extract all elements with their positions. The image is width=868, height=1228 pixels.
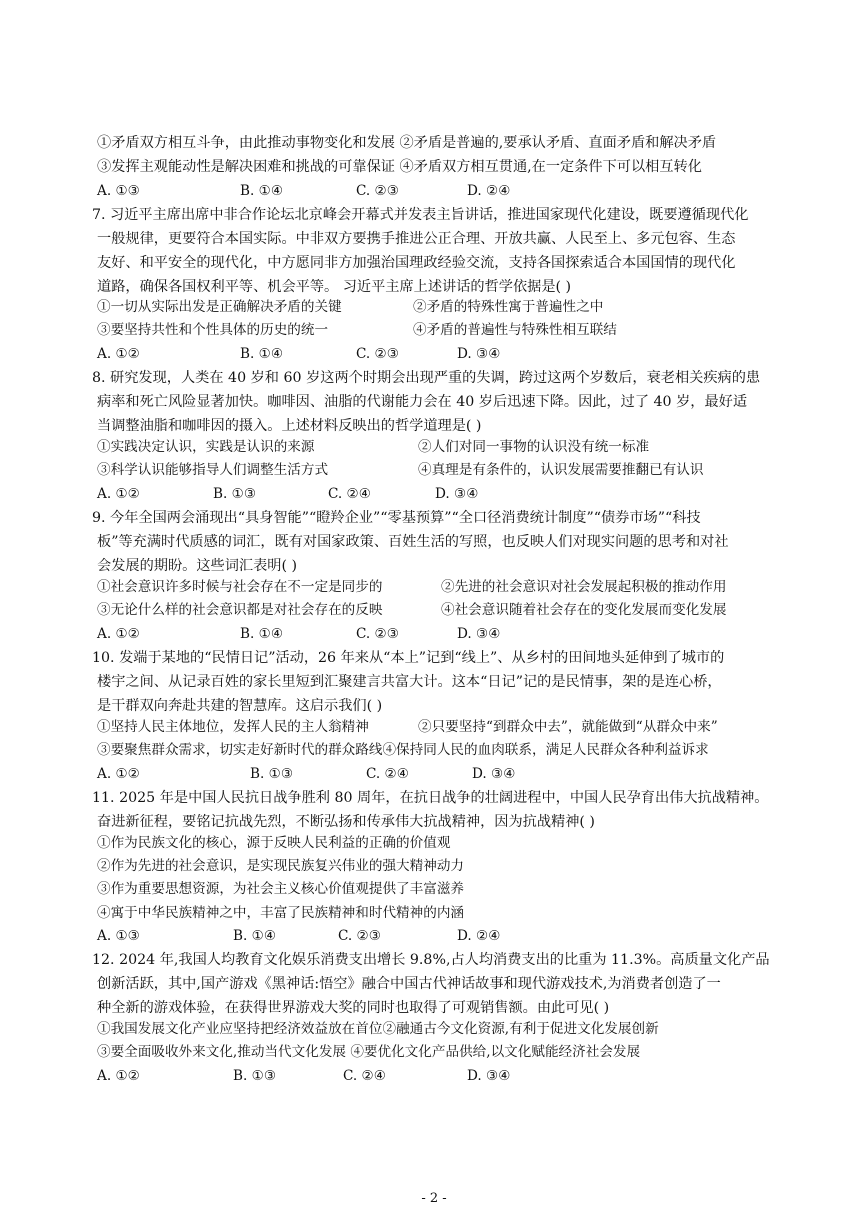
q10-item-3-4: ③要聚焦群众需求，切实走好新时代的群众路线④保持同人民的血肉联系，满足人民群众各种利益诉求 xyxy=(97,742,709,758)
q8-choice-d: D. ③④ xyxy=(435,486,479,502)
q12-stem-line-3: 种全新的游戏体验，在获得世界游戏大奖的同时也取得了可观销售额。由此可见( ) xyxy=(97,1000,610,1016)
page-number: - 2 - xyxy=(421,1191,447,1206)
q11-item-3: ③作为重要思想资源，为社会主义核心价值观提供了丰富滋养 xyxy=(97,881,465,897)
q9-choice-d: D. ③④ xyxy=(457,626,501,642)
q11-stem-line-2: 奋进新征程，要铭记抗战先烈，不断弘扬和传承伟大抗战精神，因为抗战精神( ) xyxy=(97,814,595,830)
q7-item-1: ①一切从实际出发是正确解决矛盾的关键 xyxy=(97,299,342,315)
q8-item-1: ①实践决定认识，实践是认识的来源 xyxy=(97,439,315,455)
q10-stem-line-1: 10. 发端于某地的“民情日记”活动，26 年来从“本上”记到“线上”、从乡村的田间地头延伸到了城市的 xyxy=(92,650,725,666)
q6-choice-d: D. ②④ xyxy=(467,183,511,199)
q6-choice-b: B. ①④ xyxy=(240,183,284,199)
q7-item-3: ③要坚持共性和个性具体的历史的统一 xyxy=(97,322,329,338)
q8-item-4: ④真理是有条件的，认识发展需要推翻已有认识 xyxy=(418,462,704,478)
q11-item-2: ②作为先进的社会意识，是实现民族复兴伟业的强大精神动力 xyxy=(97,858,465,874)
q10-item-1: ①坚持人民主体地位，发挥人民的主人翁精神 xyxy=(97,719,369,735)
q10-choice-c: C. ②④ xyxy=(366,766,409,782)
q11-choice-d: D. ②④ xyxy=(457,928,501,944)
q11-choice-c: C. ②③ xyxy=(338,928,381,944)
q8-choice-b: B. ①③ xyxy=(213,486,257,502)
q9-stem-line-3: 会发展的期盼。这些词汇表明( ) xyxy=(97,558,298,574)
q12-choice-c: C. ②④ xyxy=(343,1068,386,1084)
q7-choice-c: C. ②③ xyxy=(356,346,399,362)
q8-choice-c: C. ②④ xyxy=(328,486,371,502)
q9-choice-b: B. ①④ xyxy=(240,626,284,642)
q6-options-line-1: ①矛盾双方相互斗争，由此推动事物变化和发展 ②矛盾是普遍的,要承认矛盾、直面矛盾和解决矛盾 xyxy=(97,135,717,151)
q9-item-4: ④社会意识随着社会存在的变化发展而变化发展 xyxy=(441,602,727,618)
q7-stem-line-3: 友好、和平安全的现代化，中方愿同非方加强治国理政经验交流，支持各国探索适合本国国情的现代化 xyxy=(97,255,736,271)
q12-stem-line-1: 12. 2024 年,我国人均教育文化娱乐消费支出增长 9.8%,占人均消费支出的比重为 11.3%。高质量文化产品 xyxy=(92,952,770,968)
q7-choice-d: D. ③④ xyxy=(457,346,501,362)
q7-stem-line-2: 一般规律，更要符合本国实际。中非双方要携手推进公正合理、开放共赢、人民至上、多元包容、生态 xyxy=(97,231,736,247)
q9-item-3: ③无论什么样的社会意识都是对社会存在的反映 xyxy=(97,602,383,618)
q10-choice-b: B. ①③ xyxy=(250,766,294,782)
q7-stem-line-1: 7. 习近平主席出席中非合作论坛北京峰会开幕式并发表主旨讲话，推进国家现代化建设，既要遵循现代化 xyxy=(92,207,749,223)
q12-item-3-4: ③要全面吸收外来文化,推动当代文化发展 ④要优化文化产品供给,以文化赋能经济社会发展 xyxy=(97,1044,641,1060)
q11-item-1: ①作为民族文化的核心，源于反映人民利益的正确的价值观 xyxy=(97,835,451,851)
q10-choice-d: D. ③④ xyxy=(472,766,516,782)
q8-item-3: ③科学认识能够指导人们调整生活方式 xyxy=(97,462,329,478)
q9-stem-line-1: 9. 今年全国两会涌现出“具身智能”“瞪羚企业”“零基预算”“全口径消费统计制度”“债券市场”“科技 xyxy=(92,510,701,526)
q9-item-1: ①社会意识许多时候与社会存在不一定是同步的 xyxy=(97,579,383,595)
q8-stem-line-2: 病率和死亡风险显著加快。咖啡因、油脂的代谢能力会在 40 岁后迅速下降。因此，过了 40 岁，最好适 xyxy=(97,394,748,410)
q10-choice-a: A. ①② xyxy=(97,766,140,782)
q12-choice-d: D. ③④ xyxy=(467,1068,511,1084)
q11-choice-b: B. ①④ xyxy=(233,928,277,944)
q12-choice-b: B. ①③ xyxy=(233,1068,277,1084)
q6-choice-a: A. ①③ xyxy=(97,183,140,199)
q9-choice-c: C. ②③ xyxy=(356,626,399,642)
q6-options-line-2: ③发挥主观能动性是解决困难和挑战的可靠保证 ④矛盾双方相互贯通,在一定条件下可以相互转化 xyxy=(97,159,702,175)
q9-stem-line-2: 板”等充满时代质感的词汇，既有对国家政策、百姓生活的写照，也反映人们对现实问题的思考和对社 xyxy=(97,534,729,550)
q7-stem-line-4: 道路，确保各国权利平等、机会平等。 习近平主席上述讲话的哲学依据是( ) xyxy=(97,279,572,295)
q8-stem-line-1: 8. 研究发现，人类在 40 岁和 60 岁这两个时期会出现严重的失调，跨过这两个岁数后，衰老相关疾病的患 xyxy=(92,370,761,386)
q11-choice-a: A. ①③ xyxy=(97,928,140,944)
q12-item-1-2: ①我国发展文化产业应坚持把经济效益放在首位②融通古今文化资源,有利于促进文化发展创新 xyxy=(97,1021,659,1037)
q10-item-2: ②只要坚持“到群众中去”，就能做到“从群众中来” xyxy=(418,719,718,735)
q9-item-2: ②先进的社会意识对社会发展起积极的推动作用 xyxy=(441,579,727,595)
q7-item-2: ②矛盾的特殊性寓于普遍性之中 xyxy=(413,299,604,315)
q9-choice-a: A. ①② xyxy=(97,626,140,642)
q10-stem-line-2: 楼宇之间、从记录百姓的家长里短到汇聚建言共富大计。这本“日记”记的是民情事，架的是连心桥， xyxy=(97,674,722,690)
q8-item-2: ②人们对同一事物的认识没有统一标准 xyxy=(418,439,650,455)
q7-choice-b: B. ①④ xyxy=(240,346,284,362)
q8-choice-a: A. ①② xyxy=(97,486,140,502)
q6-choice-c: C. ②③ xyxy=(356,183,399,199)
q11-item-4: ④寓于中华民族精神之中，丰富了民族精神和时代精神的内涵 xyxy=(97,905,465,921)
q7-item-4: ④矛盾的普遍性与特殊性相互联结 xyxy=(413,322,617,338)
q11-stem-line-1: 11. 2025 年是中国人民抗日战争胜利 80 周年，在抗日战争的壮阔进程中，中国人民孕育出伟大抗战精神。 xyxy=(92,790,769,806)
q7-choice-a: A. ①② xyxy=(97,346,140,362)
q12-stem-line-2: 创新活跃，其中,国产游戏《黑神话:悟空》融合中国古代神话故事和现代游戏技术,为消费者创造了一 xyxy=(97,976,721,992)
q12-choice-a: A. ①② xyxy=(97,1068,140,1084)
q10-stem-line-3: 是干群双向奔赴共建的智慧库。这启示我们( ) xyxy=(97,698,383,714)
q8-stem-line-3: 当调整油脂和咖啡因的摄入。上述材料反映出的哲学道理是( ) xyxy=(97,418,482,434)
